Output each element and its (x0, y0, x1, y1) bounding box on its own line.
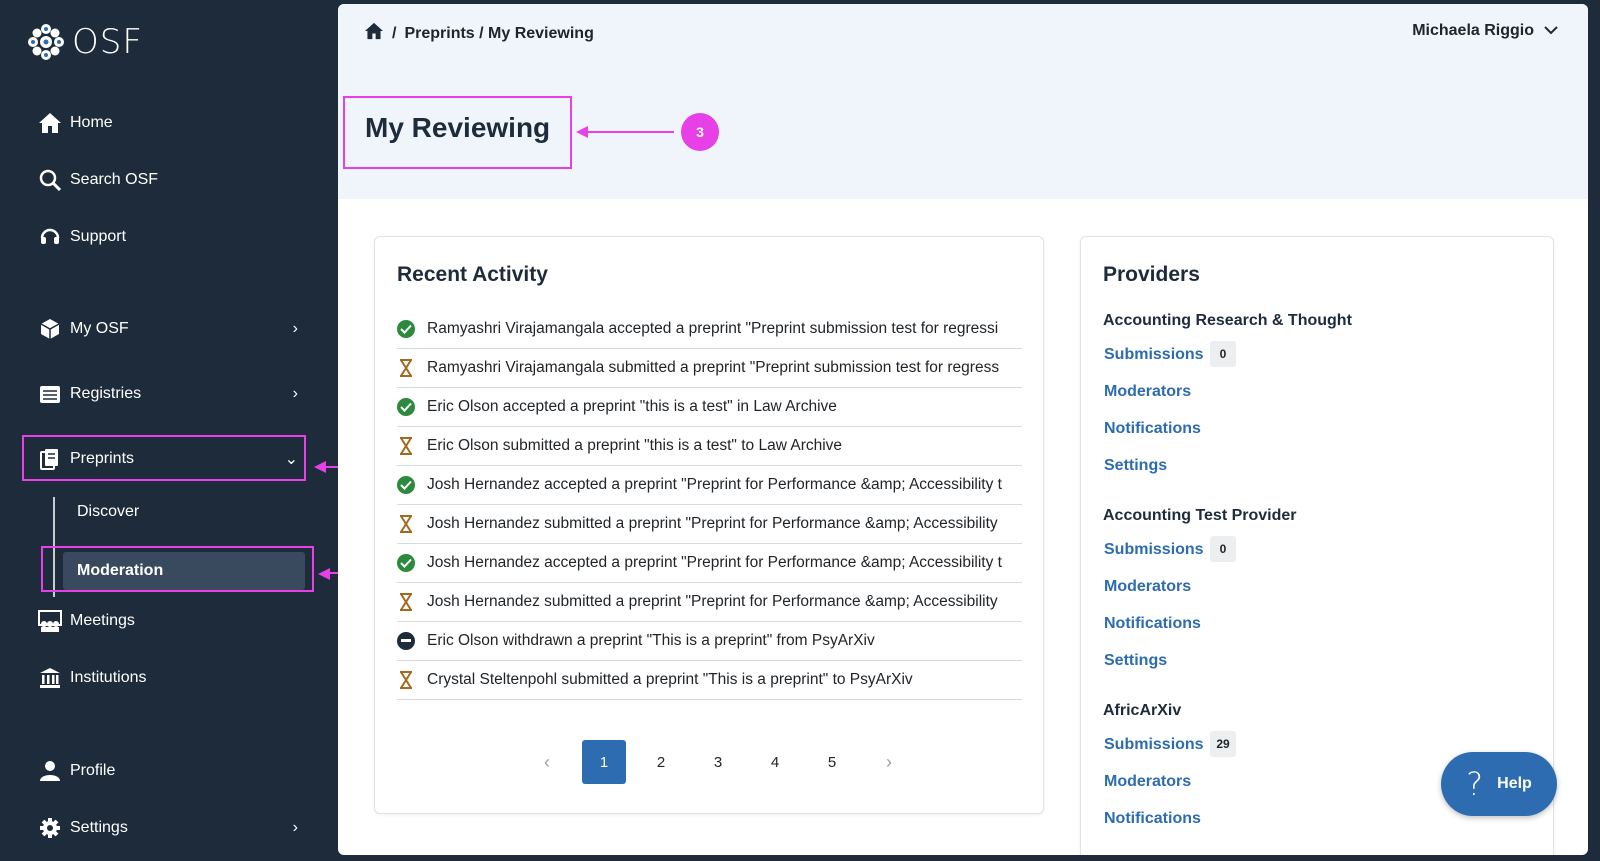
sidebar-item-settings[interactable] (38, 813, 298, 843)
provider-settings-link[interactable]: Settings (1104, 652, 1168, 669)
provider-submissions-link[interactable]: Submissions (1104, 541, 1204, 558)
registries-icon (38, 382, 62, 406)
sidebar-item-meetings[interactable] (38, 606, 135, 636)
highlight-page-title (343, 96, 572, 169)
activity-row[interactable] (397, 310, 1022, 349)
search-icon (38, 168, 62, 192)
sidebar-item-label: Registries (70, 385, 142, 402)
provider-name: AfricArXiv (1103, 702, 1182, 719)
sidebar-item-label: Support (70, 228, 127, 245)
activity-row[interactable] (397, 505, 1022, 544)
activity-text: Ramyashri Virajamangala accepted a preprint "Preprint submission test for regressi (427, 320, 999, 337)
sidebar-item-my-osf[interactable] (38, 314, 298, 344)
activity-row[interactable] (397, 349, 1022, 388)
pagination-page[interactable]: 1 (582, 740, 626, 784)
activity-text: Eric Olson withdrawn a preprint "This is a preprint" from PsyArXiv (427, 632, 875, 649)
accepted-icon (397, 554, 415, 572)
sidebar-item-institutions[interactable] (38, 663, 146, 693)
providers-title: Providers (1103, 263, 1200, 286)
pagination-next[interactable]: › (886, 751, 892, 772)
breadcrumb-path[interactable]: Preprints / My Reviewing (404, 24, 594, 42)
annotation-arrow-3 (586, 131, 674, 133)
chevron-right-icon: › (292, 385, 298, 402)
submissions-count-badge: 0 (1210, 341, 1236, 367)
logo-text: OSF (72, 22, 143, 62)
provider-notifications-link[interactable]: Notifications (1104, 420, 1201, 437)
highlight-moderation (41, 546, 314, 592)
provider-moderators-link[interactable]: Moderators (1104, 578, 1192, 595)
breadcrumb (364, 22, 594, 45)
pagination-page[interactable]: 3 (713, 753, 723, 771)
provider-submissions-link[interactable]: Submissions (1104, 346, 1204, 363)
sidebar (0, 0, 337, 861)
provider-settings-link[interactable]: Settings (1104, 457, 1168, 474)
sidebar-subitem-discover[interactable]: Discover (77, 503, 140, 520)
annotation-badge-3: 3 (681, 113, 719, 151)
accepted-icon (397, 398, 415, 416)
activity-row[interactable] (397, 622, 1022, 661)
activity-row[interactable] (397, 466, 1022, 505)
provider-submissions-link[interactable]: Submissions (1104, 736, 1204, 753)
headset-icon (38, 225, 62, 249)
osf-logo[interactable] (26, 22, 143, 62)
pagination-page[interactable]: 5 (827, 753, 837, 771)
sidebar-item-home[interactable] (38, 108, 113, 138)
sidebar-item-label: Meetings (70, 612, 135, 629)
help-button[interactable] (1441, 752, 1557, 816)
activity-list (397, 310, 1022, 700)
pagination (525, 740, 924, 784)
activity-row[interactable] (397, 583, 1022, 622)
sidebar-item-label: Profile (70, 762, 116, 779)
sidebar-item-search[interactable] (38, 165, 158, 195)
hourglass-icon (397, 593, 415, 611)
provider-name: Accounting Test Provider (1103, 507, 1297, 524)
user-menu[interactable] (1412, 22, 1558, 40)
sidebar-subitem-moderation[interactable]: Moderation (77, 562, 164, 579)
user-name: Michaela Riggio (1412, 22, 1534, 39)
activity-text: Eric Olson submitted a preprint "this is a test" to Law Archive (427, 437, 843, 454)
sidebar-item-label: Institutions (70, 669, 147, 686)
highlight-preprints (22, 435, 306, 481)
submissions-count-badge: 0 (1210, 536, 1236, 562)
annotation-arrow-2-head (318, 568, 330, 580)
meetings-icon (38, 609, 62, 633)
accepted-icon (397, 320, 415, 338)
pagination-page[interactable]: 2 (656, 753, 666, 771)
activity-text: Josh Hernandez accepted a preprint "Preprint for Performance &amp; Accessibility t (427, 554, 1002, 571)
pagination-prev[interactable]: ‹ (544, 751, 550, 772)
gear-icon (38, 816, 62, 840)
activity-row[interactable] (397, 661, 1022, 700)
help-label: Help (1497, 775, 1532, 792)
chevron-right-icon: › (292, 819, 298, 836)
provider-moderators-link[interactable]: Moderators (1104, 773, 1192, 790)
provider-name: Accounting Research & Thought (1103, 312, 1352, 329)
activity-text: Josh Hernandez submitted a preprint "Preprint for Performance &amp; Accessibility (427, 515, 998, 532)
activity-text: Josh Hernandez submitted a preprint "Preprint for Performance &amp; Accessibility (427, 593, 998, 610)
hourglass-icon (397, 515, 415, 533)
hourglass-icon (397, 437, 415, 455)
provider-notifications-link[interactable]: Notifications (1104, 810, 1201, 827)
submissions-count-badge: 29 (1210, 731, 1236, 757)
withdrawn-icon (397, 632, 415, 650)
activity-text: Eric Olson accepted a preprint "this is a test" in Law Archive (427, 398, 837, 415)
user-icon (38, 759, 62, 783)
provider-notifications-link[interactable]: Notifications (1104, 615, 1201, 632)
sidebar-item-label: Search OSF (70, 171, 159, 188)
home-icon[interactable] (364, 22, 384, 45)
activity-row[interactable] (397, 544, 1022, 583)
recent-activity-title: Recent Activity (397, 263, 548, 286)
home-icon (38, 111, 62, 135)
sidebar-item-support[interactable] (38, 222, 126, 252)
pagination-page[interactable]: 4 (770, 753, 780, 771)
activity-text: Josh Hernandez accepted a preprint "Preprint for Performance &amp; Accessibility t (427, 476, 1002, 493)
activity-text: Crystal Steltenpohl submitted a preprint "This is a preprint" to PsyArXiv (427, 671, 913, 688)
hourglass-icon (397, 671, 415, 689)
osf-logo-icon (26, 22, 66, 62)
institution-icon (38, 666, 62, 690)
sidebar-item-label: Settings (70, 819, 128, 836)
activity-row[interactable] (397, 427, 1022, 466)
hourglass-icon (397, 359, 415, 377)
chevron-down-icon: ⌄ (284, 451, 298, 468)
sidebar-item-label: My OSF (70, 320, 129, 337)
help-icon: ? (1466, 765, 1484, 803)
page-title: My Reviewing (365, 112, 551, 143)
chevron-down-icon (1544, 22, 1558, 40)
recent-activity-card (374, 236, 1044, 814)
sidebar-item-label: Home (70, 114, 113, 131)
activity-text: Ramyashri Virajamangala submitted a preprint "Preprint submission test for regress (427, 359, 1000, 376)
sidebar-item-profile[interactable] (38, 756, 115, 786)
activity-row[interactable] (397, 388, 1022, 427)
sidebar-item-registries[interactable] (38, 379, 298, 409)
sidebar-item-label: Preprints (70, 450, 135, 467)
breadcrumb-separator: / (392, 24, 397, 42)
chevron-right-icon: › (292, 320, 298, 337)
accepted-icon (397, 476, 415, 494)
provider-moderators-link[interactable]: Moderators (1104, 383, 1192, 400)
cube-icon (38, 317, 62, 341)
